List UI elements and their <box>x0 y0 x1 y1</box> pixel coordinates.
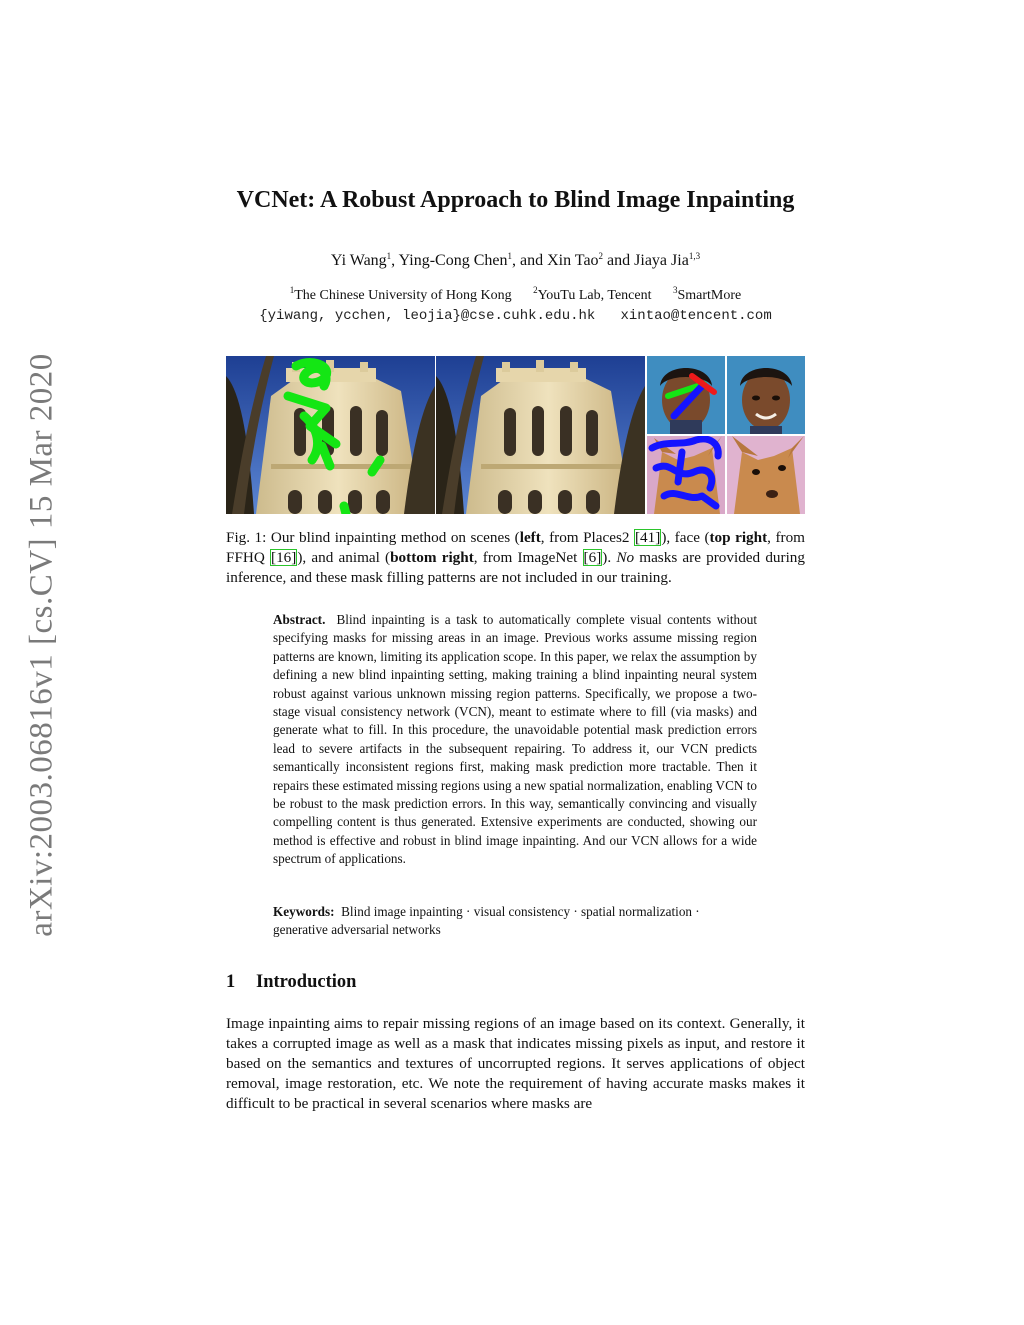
citation-link[interactable]: [41] <box>635 529 661 546</box>
affiliation-mark: 3 <box>672 285 678 295</box>
affiliation-mark: 2 <box>533 285 538 295</box>
author-affil-mark: 2 <box>598 251 604 261</box>
author-emails: {yiwang, ycchen, leojia}@cse.cuhk.edu.hk xintao@tencent.com <box>259 308 772 324</box>
caption-text: masks are provided during inference, and these mask filling patterns are not included in our training. <box>226 549 805 586</box>
caption-emph: No <box>616 549 635 566</box>
abstract-text: Blind inpainting is a task to automatically complete visual contents without specifying masks for missing areas in an image. Previous works assume missing region patterns are known, limiting its application scope. In this paper, we relax the assumption by defining a new blind inpainting setting, making training a blind inpainting neural system robust against various unknown missing region patterns. Specifically, we propose a two-stage visual consistency network (VCN), meant to estimate where to fill (via masks) and generate what to fill. In this procedure, the unavoidable potential mask prediction errors lead to severe artifacts in the subsequent repairing. To address it, our VCN predicts semantically inconsistent regions first, making mask prediction more tractable. Then it repairs these estimated missing regions using a new spatial normalization, enabling VCN to be robust to the mask prediction errors. In this way, semantically convincing and visually compelling content is thus generated. Extensive experiments are conducted, showing our method is effective and robust in blind image inpainting. And our VCN allows for a wide spectrum of applications. <box>273 612 757 867</box>
abstract <box>273 611 757 869</box>
section-number: 1 <box>226 972 236 992</box>
author-name: Jiaya Jia <box>634 252 689 269</box>
keywords <box>273 903 757 940</box>
author-affil-mark: 1 <box>507 251 512 261</box>
abstract-label: Abstract. <box>273 612 326 627</box>
keywords-label: Keywords: <box>273 904 335 919</box>
caption-text: ), face ( <box>661 529 710 546</box>
arxiv-side-stamp: arXiv:2003.06816v1 [cs.CV] 15 Mar 2020 <box>23 353 60 937</box>
animal-restored-panel <box>727 436 805 514</box>
citation-link[interactable]: [6] <box>583 549 602 566</box>
introduction-paragraph: Image inpainting aims to repair missing regions of an image based on its context. Generally, it takes a corrupted image as well as a mask that indicates missing pixels as input, and restore it based on the semantics and textures of uncorrupted regions. It serves applications of object removal, image restoration, etc. We note the requirement of having accurate masks makes it difficult to be practical in several scenarios where masks are <box>226 1015 805 1112</box>
section-title: Introduction <box>256 972 357 992</box>
figure-1-image <box>226 356 805 514</box>
author-separator: and <box>603 252 635 269</box>
affiliation-list <box>226 285 805 304</box>
author-name: Xin Tao <box>547 252 599 269</box>
caption-emph: bottom right <box>390 549 474 566</box>
section-heading <box>226 972 356 993</box>
caption-emph: top right <box>709 529 768 546</box>
caption-text: , from Places2 <box>540 529 634 546</box>
affiliation: YouTu Lab, Tencent <box>537 288 652 303</box>
keywords-text: Blind image inpainting · visual consistency · spatial normalization · generative adversarial networks <box>273 904 700 938</box>
figure-1-caption <box>226 528 805 588</box>
citation-link[interactable]: [16] <box>271 549 297 566</box>
caption-text: ). <box>602 549 617 566</box>
caption-text: , from FFHQ <box>226 529 805 566</box>
face-restored-panel <box>727 356 805 434</box>
caption-text: Fig. 1: Our blind inpainting method on scenes ( <box>226 529 520 546</box>
affiliation: SmartMore <box>677 288 742 303</box>
caption-text: ), and animal ( <box>297 549 391 566</box>
author-affil-mark: 1,3 <box>688 251 701 261</box>
author-separator: , <box>391 252 399 269</box>
affiliation: The Chinese University of Hong Kong <box>294 288 512 303</box>
animal-corrupted-panel <box>647 436 725 514</box>
face-corrupted-panel <box>647 356 725 434</box>
author-name: Yi Wang <box>330 252 387 269</box>
caption-text: , from ImageNet <box>473 549 583 566</box>
caption-emph: left <box>519 529 541 546</box>
author-name: Ying-Cong Chen <box>398 252 508 269</box>
paper-title: VCNet: A Robust Approach to Blind Image Inpainting <box>236 187 795 213</box>
author-affil-mark: 1 <box>386 251 392 261</box>
scene-corrupted-panel <box>226 356 435 514</box>
affiliation-mark: 1 <box>289 285 295 295</box>
author-list <box>226 252 805 270</box>
figure-1 <box>226 356 805 514</box>
author-separator: , and <box>511 252 548 269</box>
scene-restored-panel <box>436 356 645 514</box>
